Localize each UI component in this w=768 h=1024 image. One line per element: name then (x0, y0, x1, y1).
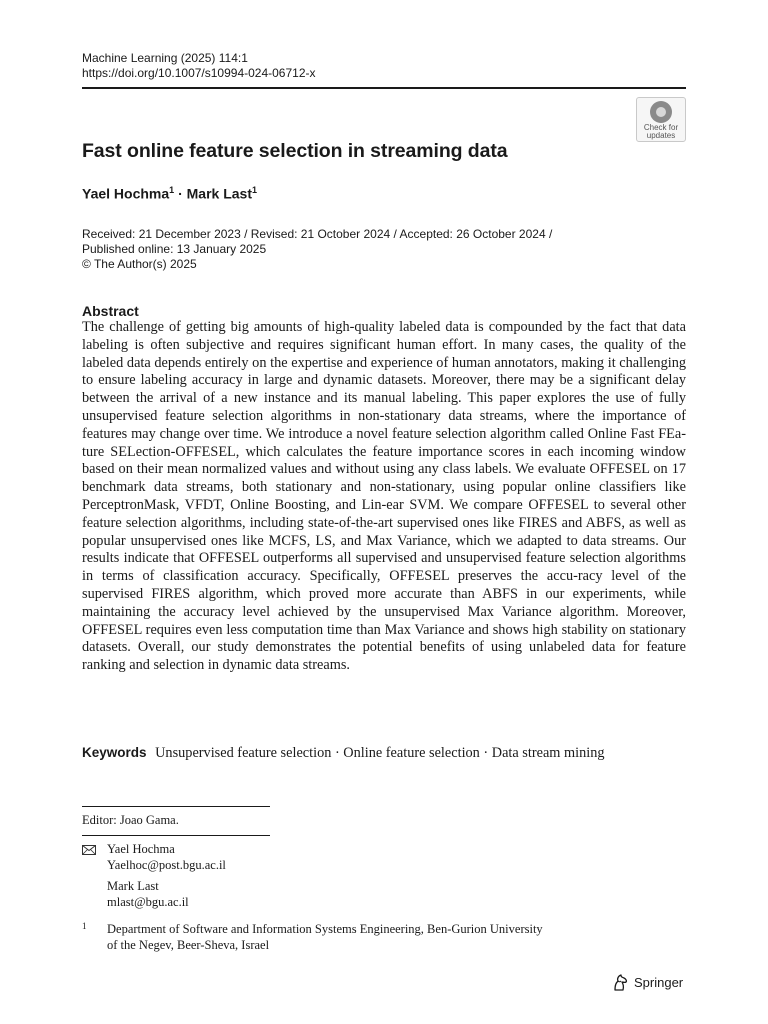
author-affiliation-mark: 1 (251, 185, 257, 195)
journal-header (82, 51, 316, 81)
check-for-updates-badge[interactable] (636, 97, 686, 142)
author-name[interactable]: Yael Hochma (82, 185, 170, 202)
author-affiliation-mark: 1 (169, 185, 175, 195)
keywords-label: Keywords (82, 745, 147, 760)
paper-title: Fast online feature selection in streaming data (82, 140, 508, 162)
history-dates: Received: 21 December 2023 / Revised: 21 October 2024 / Accepted: 26 October 2024 / (82, 227, 553, 241)
contact-email[interactable]: mlast@bgu.ac.il (107, 894, 189, 909)
contact-name: Yael Hochma (107, 842, 175, 856)
check-for-updates-icon (650, 101, 672, 123)
springer-logo (612, 974, 683, 991)
keywords-list: Unsupervised feature selection · Online feature selection · Data stream mining (155, 745, 605, 761)
abstract-heading: Abstract (82, 303, 139, 319)
envelope-icon (82, 845, 96, 855)
contact-email[interactable]: Yaelhoc@post.bgu.ac.il (107, 857, 226, 872)
affiliation-text (107, 922, 607, 953)
doi-link[interactable]: https://doi.org/10.1007/s10994-024-06712-x (82, 66, 316, 80)
editor-note: Editor: Joao Gama. (82, 813, 179, 827)
footnote-divider (82, 835, 270, 836)
abstract-text: The challenge of getting big amounts of high-quality labeled data is compounded by the fact that data labeling is often subjective and requires significant human effort. In many cases, the quality of the labeled data depends entirely on the expertise and experience of human annotators, making it challenging to ensure labeling accuracy in large and dynamic datasets. Moreover, there may be a significant delay between the arrival of a new instance and its manual labeling. This paper explores the use of fully unsupervised feature selection algorithms in non-stationary data streams, where the importance of features may change over time. We introduce a novel feature selection algorithm called Online Fast FEa-ture SELection-OFFESEL, which calculates the feature importance scores in each incoming window based on their mean normalized values and without using any class labels. We evaluate OFFESEL on 17 benchmark data streams, both stationary and non-stationary, using popular online classifiers like PerceptronMask, VFDT, Online Boosting, and Lin-ear SVM. We compare OFFESEL to several other feature selection algorithms, including state-of-the-art supervised ones like FIRES and ABFS, as well as popular unsupervised ones like MCFS, LS, and Max Variance, which we adapted to data streams. Our results indicate that OFFESEL outperforms all supervised and unsupervised feature selection algorithms in terms of classification accuracy. Specifically, OFFESEL preserves the accu-racy level of the supervised FIRES algorithm, which proved more accurate than ABFS in our experiments, while maintaining the accuracy level achieved by the unsupervised Max Variance algorithm. Moreover, OFFESEL requires even less computation time than Max Variance and shows high stability on stationary datasets. Overall, our study demonstrates the potential benefits of using unlabeled data for feature ranking and selection in dynamic data streams. (82, 319, 686, 674)
check-updates-line1: Check for (643, 123, 679, 132)
springer-horse-icon (612, 974, 628, 991)
check-updates-line2: updates (646, 131, 676, 140)
journal-citation: Machine Learning (2025) 114:1 (82, 51, 248, 65)
header-divider (82, 87, 686, 89)
publication-history (82, 227, 552, 272)
contact-name: Mark Last (107, 879, 159, 893)
affiliation-line: of the Negev, Beer-Sheva, Israel (107, 937, 270, 952)
affiliation-mark: 1 (82, 921, 87, 931)
author-separator: · (178, 185, 183, 202)
keywords (82, 744, 692, 762)
footnote-divider (82, 806, 270, 807)
published-online: Published online: 13 January 2025 (82, 242, 267, 256)
copyright: © The Author(s) 2025 (82, 257, 197, 271)
affiliation-line: Department of Software and Information Systems Engineering, Ben-Gurion University (107, 922, 543, 936)
author-name[interactable]: Mark Last (186, 185, 252, 202)
springer-label: Springer (634, 975, 684, 990)
author-list (82, 185, 257, 202)
corresponding-contacts (107, 842, 226, 910)
